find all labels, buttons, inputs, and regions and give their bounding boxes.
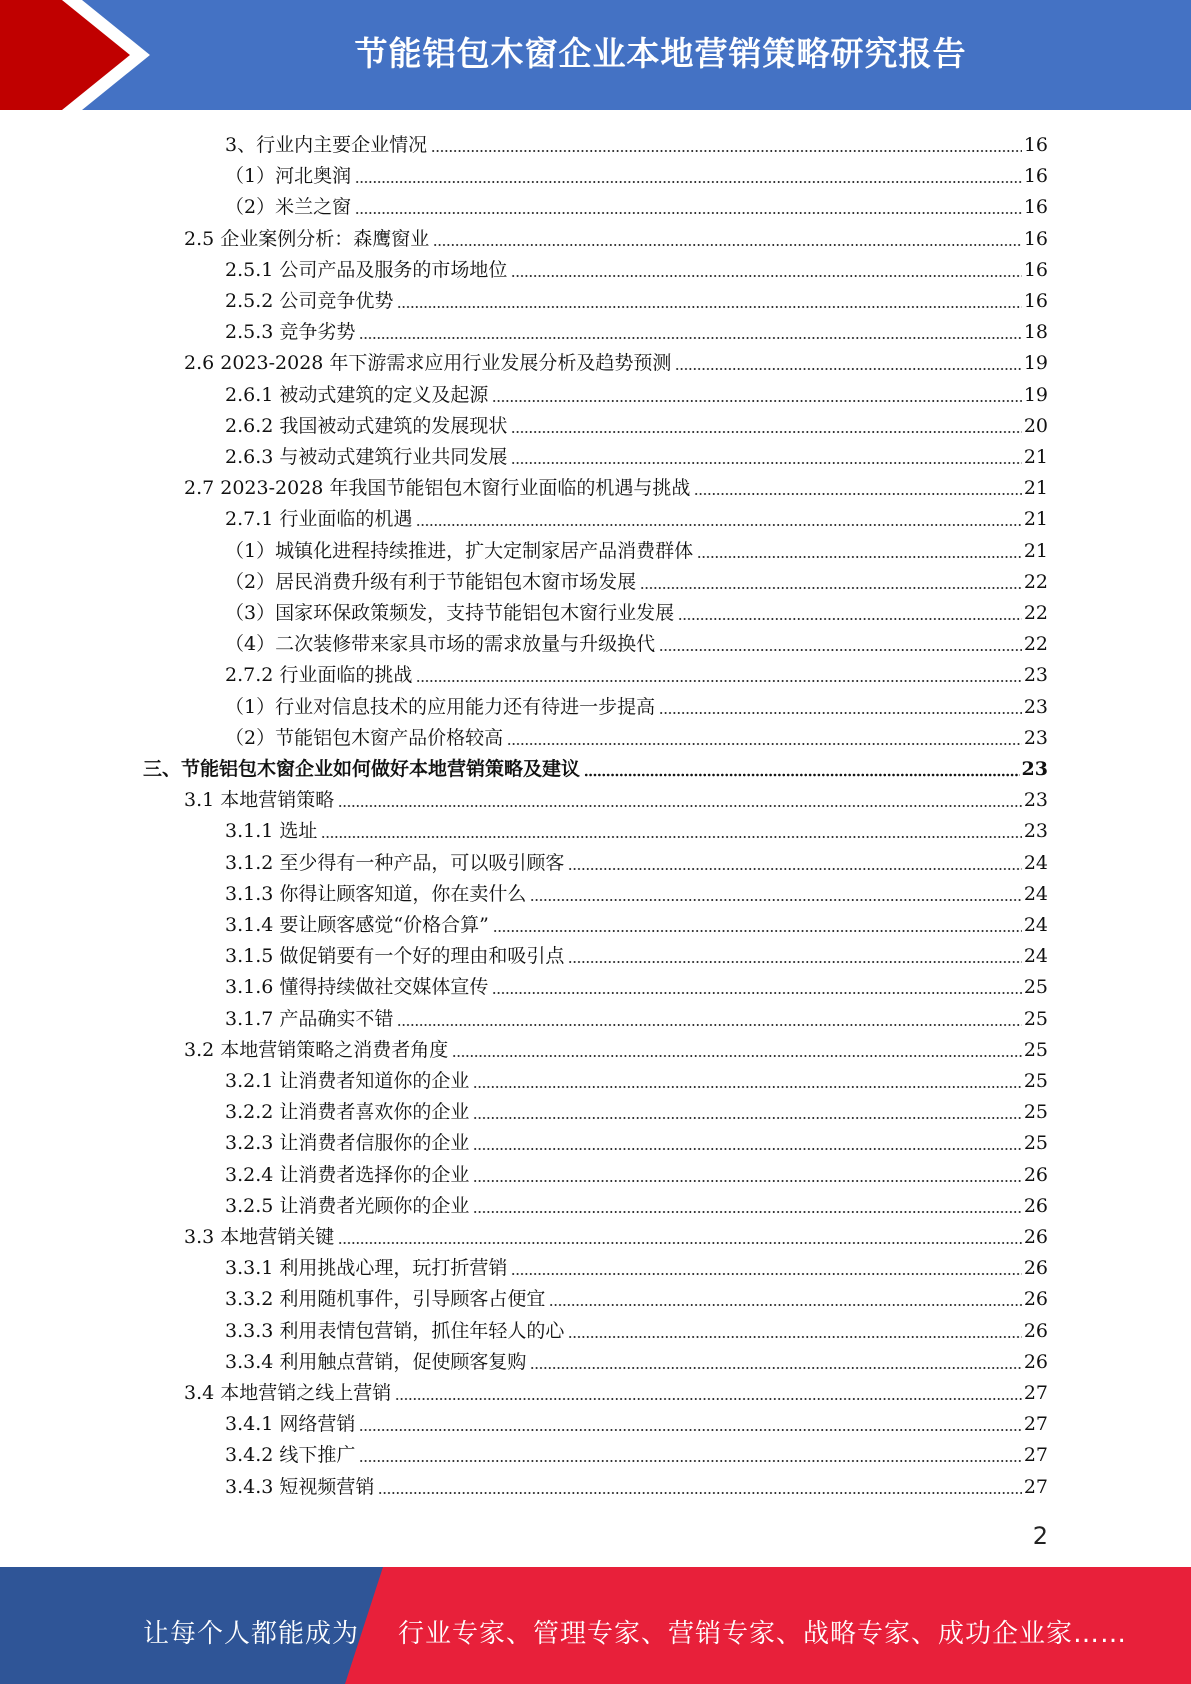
- toc-entry-page: 26: [1023, 1257, 1048, 1280]
- toc-entry-title: 2.6.3 与被动式建筑行业共同发展: [225, 446, 508, 468]
- toc-entry-page: 26: [1023, 1194, 1048, 1217]
- toc-entry[interactable]: [184, 781, 1048, 812]
- toc-entry-page: 19: [1023, 352, 1048, 375]
- toc-entry[interactable]: [225, 438, 1048, 469]
- toc-entry-page: 26: [1023, 1288, 1048, 1311]
- toc-dot-leader: [473, 1100, 1021, 1120]
- toc-entry-title: 2.5.3 竞争劣势: [225, 321, 356, 344]
- toc-dot-leader: [433, 227, 1022, 247]
- toc-entry-title: 3.2.5 让消费者光顾你的企业: [225, 1194, 470, 1217]
- toc-dot-leader: [473, 1069, 1021, 1089]
- toc-entry[interactable]: [225, 594, 1048, 625]
- toc-dot-leader: [511, 414, 1021, 434]
- toc-entry-page: 21: [1023, 508, 1048, 531]
- toc-entry-page: 25: [1023, 1101, 1048, 1124]
- page-footer: [0, 1567, 1191, 1684]
- page-number: 2: [1032, 1522, 1048, 1550]
- toc-entry-page: 23: [1021, 758, 1048, 780]
- toc-entry-page: 25: [1023, 976, 1048, 999]
- toc-dot-leader: [355, 164, 1022, 184]
- toc-dot-leader: [492, 383, 1021, 403]
- toc-dot-leader: [359, 1443, 1021, 1463]
- toc-entry-page: 22: [1023, 570, 1048, 593]
- toc-dot-leader: [397, 1007, 1021, 1027]
- toc-entry-title: 3.4.1 网络营销: [225, 1413, 356, 1436]
- toc-entry[interactable]: [225, 407, 1048, 438]
- toc-entry[interactable]: [225, 282, 1048, 313]
- toc-entry[interactable]: [184, 469, 1048, 500]
- toc-entry[interactable]: [225, 968, 1048, 999]
- toc-entry[interactable]: [225, 1124, 1048, 1155]
- toc-dot-leader: [338, 788, 1022, 808]
- toc-entry-title: （1）行业对信息技术的应用能力还有待进一步提高: [225, 695, 656, 718]
- toc-entry-page: 25: [1023, 1038, 1048, 1061]
- toc-entry-title: （2）居民消费升级有利于节能铝包木窗市场发展: [225, 570, 637, 593]
- toc-entry-page: 27: [1023, 1475, 1048, 1498]
- toc-entry[interactable]: [225, 844, 1048, 875]
- toc-entry-page: 23: [1023, 695, 1048, 718]
- toc-entry[interactable]: [225, 906, 1048, 937]
- toc-dot-leader: [549, 1287, 1021, 1307]
- toc-entry-page: 21: [1023, 477, 1048, 500]
- toc-dot-leader: [493, 913, 1022, 933]
- toc-entry-title: 3、行业内主要企业情况: [225, 134, 428, 156]
- toc-dot-leader: [431, 133, 1022, 153]
- toc-entry[interactable]: [184, 1374, 1048, 1405]
- toc-entry[interactable]: [225, 376, 1048, 407]
- toc-dot-leader: [473, 1163, 1021, 1183]
- toc-entry[interactable]: [225, 1343, 1048, 1374]
- toc-entry-title: 3.4.2 线下推广: [225, 1444, 356, 1467]
- toc-entry[interactable]: [143, 750, 1048, 781]
- toc-dot-leader: [694, 476, 1021, 496]
- toc-entry-page: 26: [1023, 1319, 1048, 1342]
- toc-entry-title: 3.1.1 选址: [225, 820, 318, 843]
- toc-entry-page: 24: [1023, 851, 1048, 874]
- toc-dot-leader: [568, 944, 1021, 964]
- toc-entry-title: 三、节能铝包木窗企业如何做好本地营销策略及建议: [143, 758, 581, 780]
- toc-entry-title: 3.2.3 让消费者信服你的企业: [225, 1132, 470, 1155]
- toc-entry-title: （2）米兰之窗: [225, 196, 352, 219]
- toc-entry[interactable]: [225, 251, 1048, 282]
- toc-entry[interactable]: [184, 220, 1048, 251]
- toc-entry-page: 24: [1023, 882, 1048, 905]
- toc-entry[interactable]: [225, 126, 1048, 157]
- toc-entry-page: 18: [1023, 321, 1048, 344]
- toc-entry-title: 3.3.3 利用表情包营销，抓住年轻人的心: [225, 1319, 565, 1342]
- footer-slogan-left: 让每个人都能成为: [143, 1619, 360, 1649]
- toc-dot-leader: [530, 882, 1021, 902]
- toc-entry-title: 3.4 本地营销之线上营销: [184, 1382, 392, 1404]
- toc-entry-title: （1）河北奥润: [225, 165, 352, 188]
- toc-entry-page: 25: [1023, 1132, 1048, 1155]
- toc-entry-page: 22: [1023, 633, 1048, 656]
- toc-entry[interactable]: [225, 500, 1048, 531]
- toc-entry-page: 21: [1023, 446, 1048, 468]
- toc-entry-title: 3.2.1 让消费者知道你的企业: [225, 1070, 470, 1092]
- toc-dot-leader: [355, 195, 1022, 215]
- toc-dot-leader: [640, 570, 1022, 590]
- toc-entry-title: （1）城镇化进程持续推进，扩大定制家居产品消费群体: [225, 539, 694, 562]
- toc-entry-title: 3.4.3 短视频营销: [225, 1475, 375, 1498]
- toc-entry[interactable]: [225, 1000, 1048, 1031]
- toc-entry[interactable]: [225, 1280, 1048, 1311]
- toc-dot-leader: [321, 819, 1021, 839]
- toc-dot-leader: [568, 851, 1021, 871]
- toc-dot-leader: [659, 632, 1022, 652]
- toc-entry[interactable]: [225, 719, 1048, 750]
- toc-entry[interactable]: [225, 1156, 1048, 1187]
- toc-entry[interactable]: [225, 937, 1048, 968]
- toc-entry-page: 25: [1023, 1070, 1048, 1092]
- toc-dot-leader: [568, 1319, 1021, 1339]
- toc-entry-title: 3.2.2 让消费者喜欢你的企业: [225, 1101, 470, 1124]
- toc-entry-page: 27: [1023, 1444, 1048, 1467]
- toc-dot-leader: [675, 351, 1021, 371]
- toc-entry-title: （3）国家环保政策频发，支持节能铝包木窗行业发展: [225, 602, 675, 624]
- toc-entry-title: 2.7.1 行业面临的机遇: [225, 508, 413, 531]
- toc-entry-title: 3.2 本地营销策略之消费者角度: [184, 1038, 449, 1061]
- toc-entry-page: 23: [1023, 789, 1048, 812]
- toc-entry[interactable]: [184, 344, 1048, 375]
- toc-dot-leader: [397, 289, 1021, 309]
- toc-entry[interactable]: [225, 1312, 1048, 1343]
- toc-entry-title: 2.6.2 我国被动式建筑的发展现状: [225, 414, 508, 437]
- toc-entry[interactable]: [225, 157, 1048, 188]
- toc-entry-title: 2.6.1 被动式建筑的定义及起源: [225, 383, 489, 406]
- toc-entry-title: 3.1.6 懂得持续做社交媒体宣传: [225, 976, 489, 999]
- toc-entry[interactable]: [225, 1187, 1048, 1218]
- toc-entry[interactable]: [225, 1436, 1048, 1467]
- toc-entry-page: 16: [1023, 227, 1048, 250]
- toc-entry[interactable]: [184, 1031, 1048, 1062]
- toc-entry-page: 26: [1023, 1163, 1048, 1186]
- toc-entry-title: 3.1.7 产品确实不错: [225, 1007, 394, 1030]
- toc-entry-title: 2.6 2023-2028 年下游需求应用行业发展分析及趋势预测: [184, 352, 672, 375]
- toc-entry-title: 2.7 2023-2028 年我国节能铝包木窗行业面临的机遇与挑战: [184, 477, 691, 500]
- toc-entry[interactable]: [225, 656, 1048, 687]
- toc-entry-title: 3.1 本地营销策略: [184, 789, 335, 812]
- toc-entry-page: 23: [1023, 726, 1048, 749]
- toc-dot-leader: [473, 1194, 1021, 1214]
- toc-entry[interactable]: [225, 1468, 1048, 1499]
- toc-entry[interactable]: [225, 812, 1048, 843]
- toc-entry-page: 24: [1023, 914, 1048, 936]
- toc-entry-title: 3.1.4 要让顾客感觉“价格合算”: [225, 914, 489, 936]
- toc-entry-title: 3.1.2 至少得有一种产品，可以吸引顾客: [225, 851, 565, 874]
- toc-entry-title: （2）节能铝包木窗产品价格较高: [225, 726, 504, 749]
- toc-entry[interactable]: [225, 1249, 1048, 1280]
- toc-dot-leader: [678, 601, 1022, 621]
- toc-dot-leader: [338, 1225, 1022, 1245]
- toc-dot-leader: [507, 726, 1022, 746]
- toc-entry-title: 3.3 本地营销关键: [184, 1226, 335, 1248]
- toc-dot-leader: [452, 1038, 1022, 1058]
- toc-entry-title: 3.3.1 利用挑战心理，玩打折营销: [225, 1257, 508, 1280]
- toc-entry-title: 3.1.5 做促销要有一个好的理由和吸引点: [225, 945, 565, 968]
- toc-entry[interactable]: [225, 532, 1048, 563]
- toc-entry[interactable]: [225, 313, 1048, 344]
- toc-entry[interactable]: [225, 188, 1048, 219]
- toc-dot-leader: [697, 539, 1022, 559]
- toc-entry-page: 27: [1023, 1413, 1048, 1436]
- toc-entry-page: 16: [1023, 196, 1048, 219]
- toc-dot-leader: [511, 445, 1021, 465]
- toc-dot-leader: [511, 258, 1021, 278]
- toc-dot-leader: [395, 1381, 1022, 1401]
- toc-entry-title: 2.5.1 公司产品及服务的市场地位: [225, 258, 508, 281]
- report-title: 节能铝包木窗企业本地营销策略研究报告: [354, 34, 967, 73]
- toc-entry[interactable]: [225, 1405, 1048, 1436]
- toc-entry[interactable]: [225, 625, 1048, 656]
- toc-entry[interactable]: [225, 563, 1048, 594]
- toc-entry-page: 20: [1023, 414, 1048, 437]
- toc-entry-page: 27: [1023, 1382, 1048, 1404]
- toc-dot-leader: [416, 507, 1021, 527]
- footer-slogan-right: 行业专家、管理专家、营销专家、战略专家、成功企业家……: [398, 1619, 1128, 1649]
- toc-entry-page: 23: [1023, 664, 1048, 687]
- toc-entry-title: 3.3.2 利用随机事件，引导顾客占便宜: [225, 1288, 546, 1311]
- toc-entry-page: 22: [1023, 602, 1048, 624]
- toc-entry-page: 16: [1023, 165, 1048, 188]
- toc-entry[interactable]: [225, 875, 1048, 906]
- toc-entry-page: 24: [1023, 945, 1048, 968]
- toc-dot-leader: [359, 320, 1021, 340]
- toc-entry-page: 25: [1023, 1007, 1048, 1030]
- toc-entry-title: 2.5.2 公司竞争优势: [225, 290, 394, 312]
- toc-entry[interactable]: [225, 1093, 1048, 1124]
- toc-dot-leader: [378, 1475, 1021, 1495]
- toc-entry-page: 19: [1023, 383, 1048, 406]
- toc-entry-page: 23: [1023, 820, 1048, 843]
- toc-dot-leader: [511, 1256, 1021, 1276]
- toc-dot-leader: [416, 663, 1021, 683]
- toc-dot-leader: [584, 757, 1020, 777]
- toc-entry-page: 16: [1023, 258, 1048, 281]
- toc-entry[interactable]: [184, 1218, 1048, 1249]
- toc-entry-title: 3.1.3 你得让顾客知道，你在卖什么: [225, 882, 527, 905]
- page-header: [0, 0, 1191, 110]
- toc-dot-leader: [492, 975, 1021, 995]
- toc-dot-leader: [473, 1131, 1021, 1151]
- toc-dot-leader: [359, 1412, 1021, 1432]
- toc-entry[interactable]: [225, 1062, 1048, 1093]
- toc-entry-page: 16: [1023, 290, 1048, 312]
- toc-entry[interactable]: [225, 688, 1048, 719]
- toc-dot-leader: [659, 695, 1022, 715]
- toc-entry-page: 26: [1023, 1226, 1048, 1248]
- toc-entry-title: 3.2.4 让消费者选择你的企业: [225, 1163, 470, 1186]
- toc-entry-page: 26: [1023, 1350, 1048, 1373]
- toc-entry-page: 16: [1023, 134, 1048, 156]
- toc-dot-leader: [530, 1350, 1021, 1370]
- toc-entry-title: 3.3.4 利用触点营销，促使顾客复购: [225, 1350, 527, 1373]
- toc-entry-title: 2.5 企业案例分析：森鹰窗业: [184, 227, 430, 250]
- toc-entry-title: （4）二次装修带来家具市场的需求放量与升级换代: [225, 633, 656, 656]
- toc-entry-title: 2.7.2 行业面临的挑战: [225, 664, 413, 687]
- toc-entry-page: 21: [1023, 539, 1048, 562]
